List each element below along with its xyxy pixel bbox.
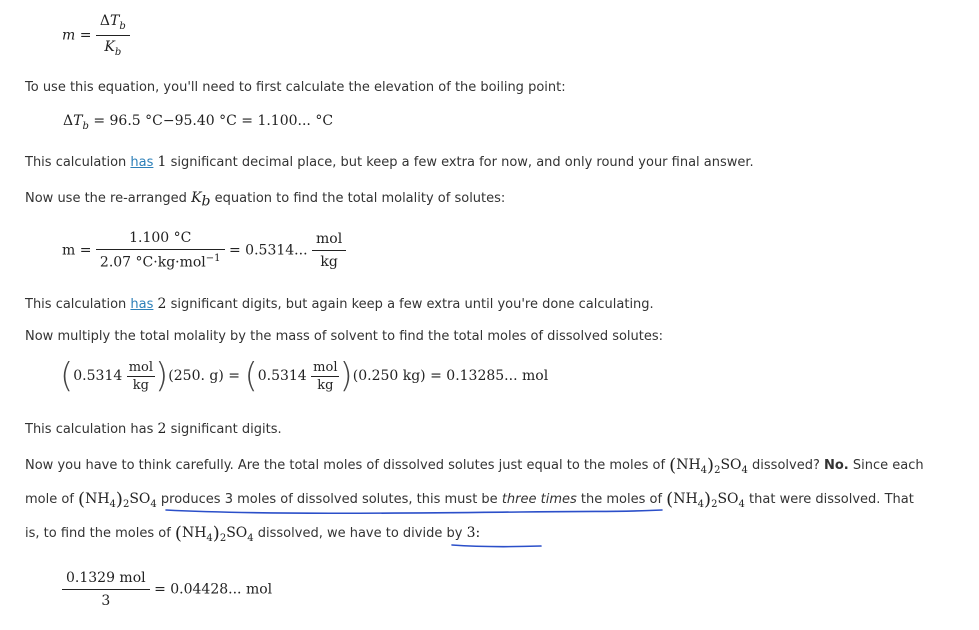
has-link[interactable]: has <box>130 155 154 170</box>
exponent: −1 <box>205 253 221 264</box>
k-variable: K <box>191 190 202 206</box>
chem-sub: 4 <box>738 498 745 510</box>
mass-grams: (250. g) <box>168 368 224 384</box>
k-variable: K <box>104 38 115 55</box>
paragraph-sig-decimal <box>25 154 754 170</box>
unit-numerator: mol <box>128 359 154 375</box>
mass-kilograms: (0.250 kg) <box>352 368 426 384</box>
fraction-numerator: 1.100 °C <box>96 230 225 250</box>
equals-sign: = <box>79 27 92 44</box>
chem-nh: NH <box>673 491 698 507</box>
chem-sub: 4 <box>247 532 254 544</box>
fraction-denominator <box>96 250 225 271</box>
fraction <box>62 570 150 609</box>
unit-denominator: kg <box>317 377 334 393</box>
fraction-denominator <box>96 36 130 58</box>
text-segment: dissolved, we have to divide by <box>253 526 467 541</box>
bold-no: No. <box>824 458 849 473</box>
paragraph-three-times <box>25 489 914 510</box>
text-segment: This calculation has <box>25 422 158 437</box>
text-segment: This calculation <box>25 155 131 170</box>
delta-tb-value: = 96.5 °C−95.40 °C = 1.100... °C <box>93 113 334 129</box>
final-result: = 0.04428... mol <box>154 581 273 598</box>
equation-delta-tb <box>63 113 333 132</box>
equation-molality-definition <box>62 13 130 58</box>
unit-fraction <box>127 360 155 393</box>
chem-nh: NH <box>181 525 207 541</box>
paragraph-think-carefully <box>25 455 924 476</box>
fraction-denominator: 3 <box>101 593 111 609</box>
ammonium-sulfate-formula: $(NH_4)_2SO_4$ <box>666 489 745 510</box>
number: 2 <box>157 296 167 312</box>
text-segment: Now you have to think carefully. Are the total moles of dissolved solutes just equal to the moles of <box>25 458 670 473</box>
right-paren: ) <box>155 356 169 396</box>
delta-symbol: Δ <box>63 113 74 129</box>
text-segment: is, to find the moles of <box>25 526 175 541</box>
text-segment: the moles of <box>576 492 667 507</box>
text-segment: that were dissolved. That <box>744 492 914 507</box>
t-variable: T <box>73 113 83 129</box>
chem-nh: NH <box>85 491 110 507</box>
unit-denominator: kg <box>320 253 338 270</box>
delta-symbol: Δ <box>99 13 111 29</box>
paragraph-multiply-molality: Now multiply the total molality by the mass of solvent to find the total moles of dissolved solutes: <box>25 329 664 344</box>
ink-underline-1 <box>166 510 662 513</box>
ammonium-sulfate-formula: $(NH_4)_2SO_4$ <box>174 523 254 544</box>
left-paren: ( <box>60 356 74 396</box>
chem-sub: 2 <box>714 464 721 476</box>
paragraph-kb-equation <box>25 190 505 210</box>
equation-molality-calc <box>62 230 346 271</box>
text-segment: equation to find the total molality of solutes: <box>210 191 506 206</box>
m-equals: m = <box>62 242 92 259</box>
text-segment: Since each <box>848 458 924 473</box>
number: 2 <box>157 421 167 437</box>
chem-sub: 2 <box>711 498 718 510</box>
text-segment: This calculation <box>25 297 131 312</box>
equation-moles-calc <box>60 356 548 396</box>
text-segment: significant digits. <box>170 422 282 437</box>
b-subscript: b <box>82 120 89 132</box>
fraction <box>96 13 130 58</box>
fraction <box>96 230 225 271</box>
chem-so: SO <box>717 491 739 507</box>
m-variable: m <box>62 27 76 44</box>
equals-sign: = <box>228 368 240 384</box>
kb-value: 2.07 °C·kg·mol <box>99 254 206 271</box>
chem-sub: 2 <box>122 498 130 510</box>
paragraph-divide <box>25 523 480 544</box>
number: 3: <box>466 525 481 541</box>
chem-sub: 4 <box>150 498 157 510</box>
unit-fraction <box>311 360 339 393</box>
molality-result: = 0.5314... <box>229 242 308 259</box>
unit-denominator: kg <box>132 377 149 393</box>
chem-sub: 4 <box>697 498 705 510</box>
molality-value: 0.5314 <box>257 368 307 384</box>
molality-value: 0.5314 <box>73 368 123 384</box>
text-segment: significant decimal place, but keep a few extra for now, and only round your final answer. <box>170 155 754 170</box>
text-segment: mole of <box>25 492 79 507</box>
text-segment: significant digits, but again keep a few extra until you're done calculating. <box>170 297 654 312</box>
number: 1 <box>157 154 167 170</box>
chem-so: SO <box>226 525 248 541</box>
chem-so: SO <box>720 457 742 473</box>
unit-numerator: mol <box>312 231 346 251</box>
b-subscript: b <box>201 193 211 210</box>
paragraph-boiling-elevation: To use this equation, you'll need to first calculate the elevation of the boiling point: <box>25 80 566 95</box>
text-segment: Now use the re-arranged <box>25 191 192 206</box>
text-segment: dissolved? <box>747 458 824 473</box>
ammonium-sulfate-formula: $(NH_4)_2SO_4$ <box>669 455 748 476</box>
chem-sub: 4 <box>700 464 708 476</box>
has-link[interactable]: has <box>130 297 154 312</box>
chem-sub: 4 <box>109 498 116 510</box>
right-paren: ) <box>339 356 353 396</box>
ammonium-sulfate-formula: $(NH_4)_2SO_4$ <box>78 489 157 510</box>
chem-sub: 2 <box>219 532 227 544</box>
chem-sub: 4 <box>741 464 748 476</box>
fraction-numerator <box>96 13 130 36</box>
t-variable: T <box>110 13 120 29</box>
italic-three-times: three times <box>501 492 577 507</box>
fraction-numerator: 0.1329 mol <box>62 570 150 590</box>
unit-fraction <box>312 231 346 270</box>
b-subscript: b <box>119 20 126 32</box>
chem-nh: NH <box>676 457 701 473</box>
b-subscript: b <box>114 46 122 58</box>
equation-final-division <box>62 570 272 609</box>
left-paren: ( <box>244 356 258 396</box>
chem-sub: 4 <box>206 532 213 544</box>
moles-result: = 0.13285... mol <box>430 368 549 384</box>
unit-numerator: mol <box>313 359 338 375</box>
ink-underline-2 <box>452 545 541 547</box>
chem-so: SO <box>129 491 151 507</box>
paragraph-sig-digits-3 <box>25 421 282 437</box>
paragraph-sig-digits-2 <box>25 296 654 312</box>
text-segment: produces 3 moles of dissolved solutes, this must be <box>156 492 502 507</box>
